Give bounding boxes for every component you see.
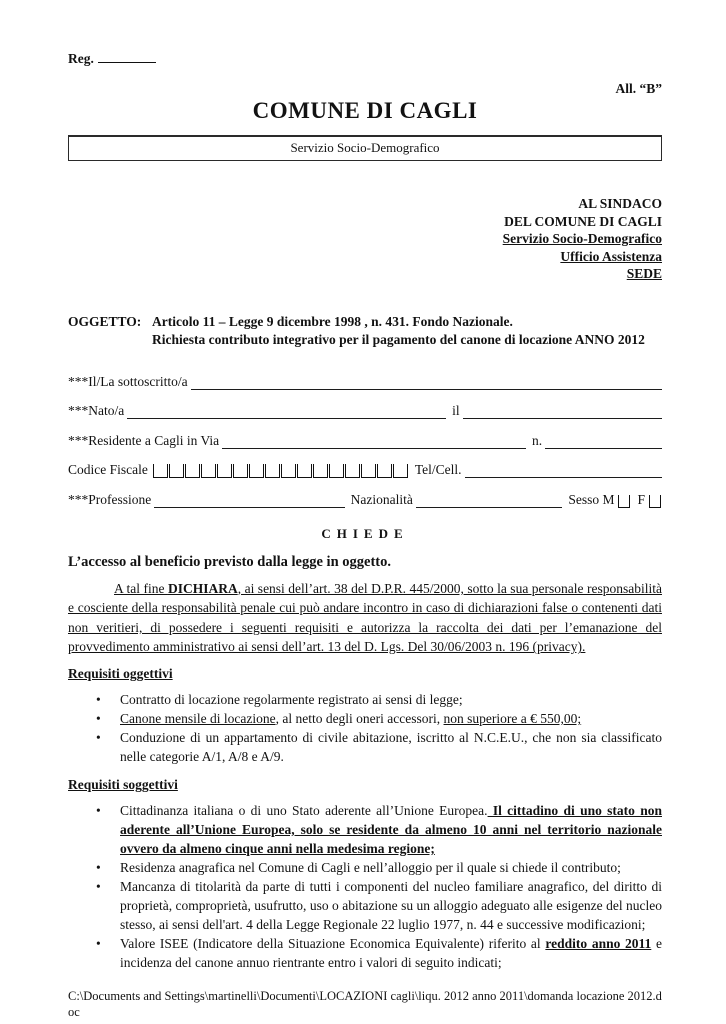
dichiara-body: , ai sensi dell’art. 38 del D.P.R. 445/2000, sotto la sua personale responsabilità e cosciente della responsabilità penale cui può andare incontro in caso di dichiarazioni false o contenenti dati non veritieri, di possedere i seguenti requisiti e autorizza la raccolta dei dati per l’emanazione del provvedimento amministrativo ai sensi dell’art. 13 del D. Lgs. Del 30/06/2003 n. 196 (privacy).: [68, 580, 662, 655]
residente-field-row: [68, 432, 662, 449]
codice-fiscale-box: [313, 464, 328, 478]
professione-label: ***Professione: [68, 491, 152, 507]
bullet-text: Mancanza di titolarità da parte di tutti i componenti del nucleo familiare anagrafico, del diritto di proprietà, comproprietà, usufrutto, uso o abitazione su un alloggio adeguato alle esigenze del nucleo stesso, ai sensi dell'art. 4 della Legge Regionale 22 luglio 1977, n. 44 e successive modificazioni;: [120, 878, 662, 932]
recipient-line-comune: DEL COMUNE DI CAGLI: [504, 213, 662, 229]
sottoscritto-label: ***Il/La sottoscritto/a: [68, 373, 188, 389]
requisiti-oggettivi-heading: Requisiti oggettivi: [68, 665, 173, 681]
nazionalita-blank-line: [416, 493, 562, 508]
oggetto-line-1: Articolo 11 – Legge 9 dicembre 1998 , n. 431. Fondo Nazionale.: [152, 313, 513, 329]
recipient-block: [68, 195, 662, 283]
list-item: [68, 709, 662, 728]
bullet-text: Valore ISEE (Indicatore della Situazione Economica Equivalente) riferito al reddito anno 2011 e incidenza del canone annuo rientrante entro i valori di seguito indicati;: [120, 935, 662, 970]
codice-fiscale-boxes: [153, 463, 409, 478]
tel-cell-label: Tel/Cell.: [414, 462, 462, 478]
numero-civico-label: n.: [532, 432, 543, 448]
codice-fiscale-box: [217, 464, 232, 478]
bullet-icon: •: [96, 878, 101, 894]
bullet-text: Contratto di locazione regolarmente registrato ai sensi di legge;: [120, 691, 463, 707]
nato-field-row: [68, 402, 662, 419]
bullet-icon: •: [96, 691, 101, 707]
list-item: [68, 858, 662, 877]
professione-blank-line: [154, 493, 344, 508]
bullet-text: Canone mensile di locazione, al netto degli oneri accessori, non superiore a € 550,00;: [120, 710, 582, 726]
numero-civico-blank-line: [545, 434, 662, 449]
requisiti-oggettivi-list: [68, 690, 662, 766]
bullet-icon: •: [96, 935, 101, 951]
sottoscritto-blank-line: [191, 375, 662, 390]
dichiara-paragraph: [68, 579, 662, 657]
requisiti-soggettivi-list: [68, 801, 662, 972]
reg-label: Reg.: [68, 51, 94, 66]
applicant-fields: [68, 373, 662, 508]
service-box-label: Servizio Socio-Demografico: [290, 140, 440, 155]
list-item: [68, 728, 662, 766]
codice-fiscale-box: [393, 464, 408, 478]
codice-fiscale-label: Codice Fiscale: [68, 462, 148, 478]
bullet-icon: •: [96, 710, 101, 726]
codice-fiscale-box: [297, 464, 312, 478]
dichiara-bold: DICHIARA: [167, 580, 238, 596]
sesso-f-label: F: [637, 491, 645, 507]
via-blank-line: [222, 434, 526, 449]
codice-fiscale-box: [329, 464, 344, 478]
codice-fiscale-box: [233, 464, 248, 478]
codice-fiscale-field-row: [68, 461, 662, 478]
dichiara-intro: A tal fine: [114, 580, 168, 596]
oggetto-line-2: Richiesta contributo integrativo per il pagamento del canone di locazione ANNO 2012: [152, 331, 645, 347]
reg-blank-line: [98, 50, 156, 63]
reg-row: [68, 0, 662, 67]
bullet-icon: •: [96, 729, 101, 745]
list-item: [68, 690, 662, 709]
document-title: COMUNE DI CAGLI: [252, 98, 478, 123]
nato-il-blank-line: [463, 404, 662, 419]
list-item: [68, 801, 662, 858]
codice-fiscale-box: [361, 464, 376, 478]
oggetto-section: [68, 313, 662, 349]
residente-label: ***Residente a Cagli in Via: [68, 432, 220, 448]
oggetto-text: [152, 313, 645, 349]
codice-fiscale-box: [281, 464, 296, 478]
bullet-text: Conduzione di un appartamento di civile abitazione, iscritto al N.C.E.U., che non sia classificato nelle categorie A/1, A/8 e A/9.: [120, 729, 662, 764]
nato-label: ***Nato/a: [68, 403, 125, 419]
codice-fiscale-box: [377, 464, 392, 478]
bullet-icon: •: [96, 859, 101, 875]
bullet-text: Residenza anagrafica nel Comune di Cagli e nell’alloggio per il quale si chiede il contributo;: [120, 859, 621, 875]
bullet-icon: •: [96, 802, 101, 818]
nato-blank-line: [127, 404, 446, 419]
oggetto-label: OGGETTO:: [68, 313, 142, 329]
recipient-line-sindaco: AL SINDACO: [578, 196, 662, 211]
attachment-label: All. “B”: [615, 81, 662, 96]
sesso-m-checkbox: [618, 495, 630, 508]
list-item: [68, 934, 662, 972]
codice-fiscale-box: [153, 464, 168, 478]
list-item: [68, 877, 662, 934]
bullet-text: Cittadinanza italiana o di uno Stato aderente all’Unione Europea. Il cittadino di uno stato non aderente all’Unione Europea, solo se residente da almeno 10 anni nel territorio nazionale ovvero da almeno cinque anni nella medesima regione;: [120, 802, 662, 856]
sesso-m-label: Sesso M: [568, 491, 615, 507]
codice-fiscale-box: [185, 464, 200, 478]
file-path-footer: C:\Documents and Settings\martinelli\Documenti\LOCAZIONI cagli\liqu. 2012 anno 2011\domanda locazione 2012.doc: [68, 988, 662, 1020]
service-box: [68, 135, 662, 161]
request-line: L’accesso al beneficio previsto dalla legge in oggetto.: [68, 553, 391, 570]
requisiti-soggettivi-heading: Requisiti soggettivi: [68, 776, 178, 792]
sesso-f-checkbox: [649, 495, 661, 508]
codice-fiscale-box: [249, 464, 264, 478]
professione-field-row: [68, 491, 662, 508]
codice-fiscale-box: [345, 464, 360, 478]
codice-fiscale-box: [265, 464, 280, 478]
recipient-line-sede: SEDE: [626, 266, 662, 282]
chiede-heading: CHIEDE: [321, 525, 409, 541]
nazionalita-label: Nazionalità: [350, 491, 413, 507]
codice-fiscale-box: [169, 464, 184, 478]
recipient-line-ufficio: Ufficio Assistenza: [560, 248, 662, 264]
tel-cell-blank-line: [465, 463, 662, 478]
recipient-line-servizio: Servizio Socio-Demografico: [502, 231, 662, 247]
codice-fiscale-box: [201, 464, 216, 478]
sottoscritto-field-row: [68, 373, 662, 390]
il-label: il: [452, 403, 460, 419]
